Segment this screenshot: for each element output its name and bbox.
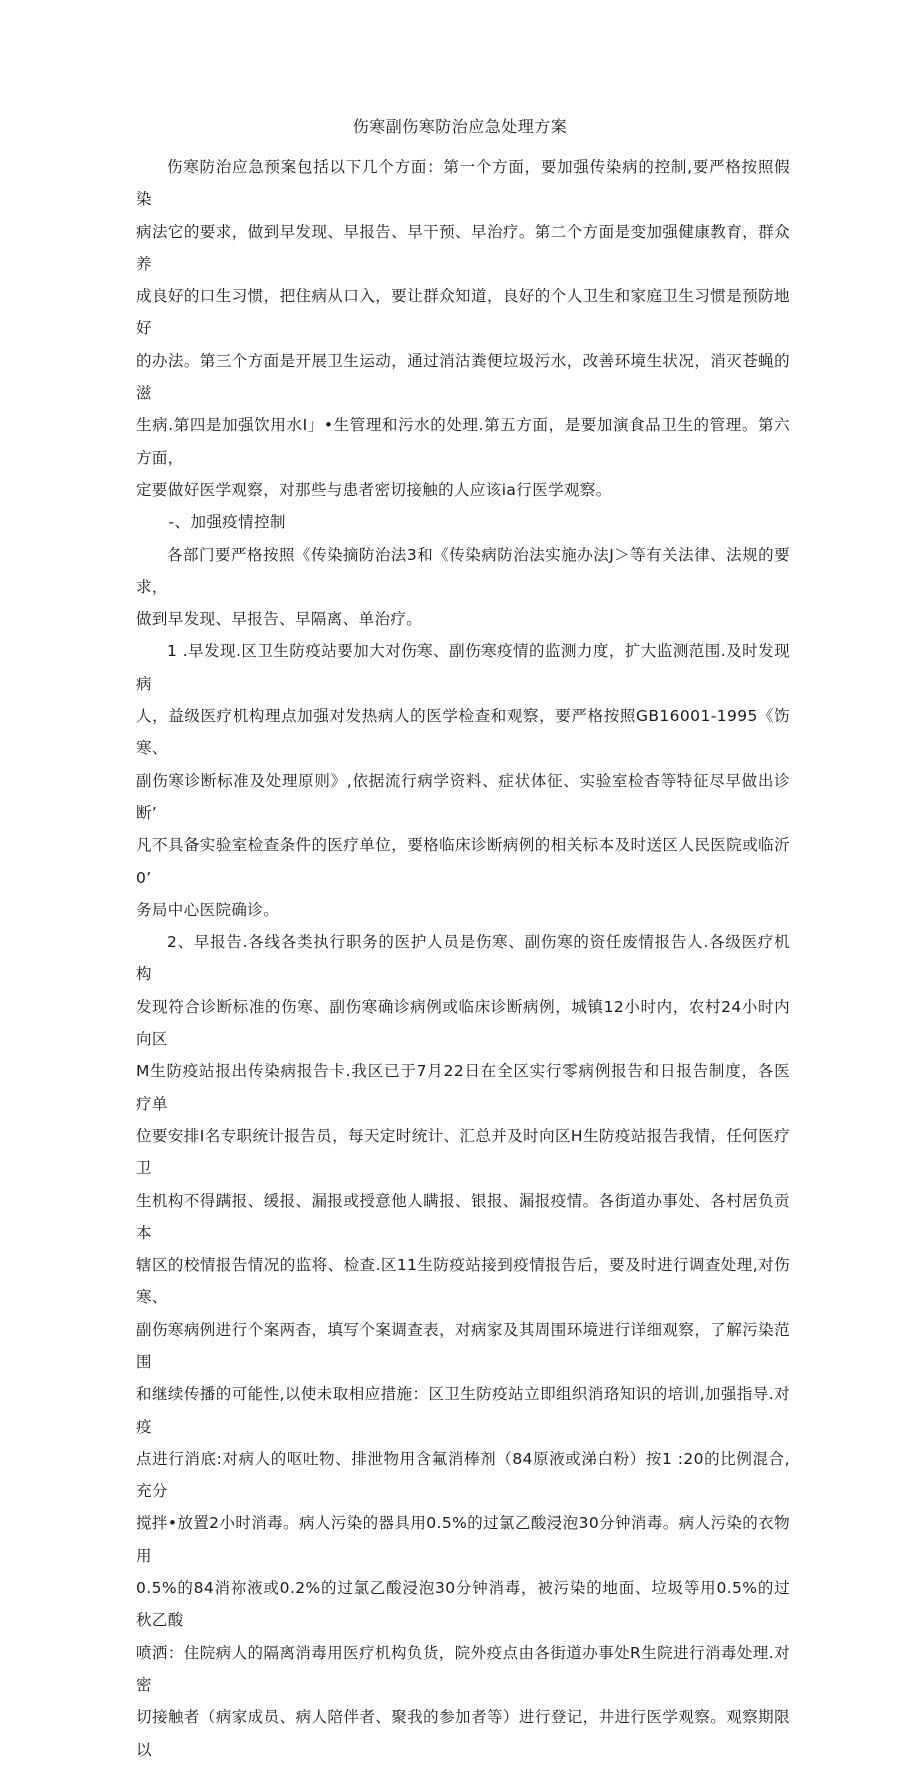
text-line: 0.5%的84消祢液或0.2%的过氯乙酸浸泡30分钟消毒，被污染的地面、垃圾等用0.5%的过秋乙酸 — [136, 1579, 790, 1630]
text-line: 人，益级医疗机构理点加强对发热病人的医学检查和观察，要严格按照GB16001-1995《饬寒、 — [136, 707, 790, 758]
text-line: 喷洒：住院病人的隔离消毒用医疗机构负货，院外疫点由各街道办事处R生院进行消毒处理.对密 — [136, 1643, 790, 1694]
text-line: 定要做好医学观察，对那些与患者密切接触的人应该ia行医学观察。 — [136, 480, 612, 499]
text-line: 生机构不得蹒报、缓报、漏报或授意他人瞒报、银报、漏报疫情。各街道办事处、各村居负贡本 — [136, 1191, 790, 1242]
text-line: 2、早报告.各线各类执行职务的医护人员是伤寒、副伤寒的资任废情报告人.各级医疗机构 — [136, 933, 790, 984]
text-line: 发现符合诊断标准的伤寒、副伤寒确诊病例或临床诊断病例，城镇12小时内，农村24小时内向区 — [136, 997, 790, 1049]
text-line: -、加强疫情控制 — [168, 513, 286, 532]
section-heading — [136, 506, 790, 538]
text-line: 生病.第四是加强饮用水I」•生管理和污水的处理.第五方面，是要加演食品卫生的管理。第六方面， — [136, 416, 790, 467]
text-line: 切接触者（病家成员、病人陪伴者、聚我的参加者等）进行登记，井进行医学观察。观察期限以 — [136, 1708, 790, 1759]
document-title: 伤寒副伤寒防治应急处理方案 — [352, 117, 568, 136]
text-line: 搅拌•放置2小时消毒。病人污染的器具用0.5%的过氯乙酸浸泡30分钟消毒。病人污染的衣物用 — [136, 1514, 790, 1565]
text-line: 务局中心医院确诊。 — [136, 900, 280, 919]
paragraph — [136, 926, 790, 1766]
text-line: M生防疫站报出传染病报告卡.我区已于7月22日在全区实行零病例报告和日报告制度，各医疗单 — [136, 1062, 790, 1113]
paragraph — [136, 539, 790, 636]
text-line: 病法它的要求，做到早发现、早报告、早干预、早治疗。第二个方面是变加强健康教育，群众养 — [136, 222, 790, 273]
text-line: 辖区的校情报告情况的监将、检查.区11生防疫站接到疫情报告后，要及时进行调查处理,对伤寒、 — [136, 1256, 790, 1307]
text-line: 凡不具备实验室检查条件的医疗单位，要格临床诊断病例的相关标本及时送区人民医院或临沂0’ — [136, 836, 790, 887]
text-line: 成良好的口生习惯，把住病从口入，要让群众知道，良好的个人卫生和家庭卫生习惯是预防地好 — [136, 287, 790, 338]
text-line: 各部门要严格按照《传染摘防治法3和《传染病防治法实施办法J＞等有关法律、法规的要求， — [136, 545, 790, 596]
paragraph — [136, 151, 790, 506]
text-line: 伤寒防治应急预案包括以下几个方面：第一个方面，要加强传染病的控制,要严格按照假染 — [136, 158, 790, 209]
document-body — [136, 151, 790, 1766]
text-line: 1 .早发现.区卫生防疫站要加大对伤寒、副伤寒疫情的监测力度，扩大监测范围.及时发现病 — [136, 642, 790, 693]
text-line: 的办法。第三个方面是开展卫生运动，通过消沽粪便垃圾污水，改善环境生状况，消灭苍蝇的滋 — [136, 351, 790, 403]
paragraph — [136, 635, 790, 926]
text-line: 和继续传播的可能性,以使未取相应措施：区卫生防疫站立即组织消珞知识的培训,加强指导.对疫 — [136, 1385, 790, 1436]
text-line: 点进行消底:对病人的呕吐物、排泄物用含氟消棒剂（84原液或涕白粉）按1 :20的比例混合,充分 — [136, 1449, 790, 1501]
text-line: 位要安排I名专职统计报告员，每天定时统计、汇总并及时向区H生防疫站报告我情，任何医疗卫 — [136, 1126, 790, 1178]
text-line: 做到早发现、早报告、早隔离、单治疗。 — [136, 610, 423, 629]
text-line: 副伤寒病例进行个案两杳，填写个案调查表，对病家及其周围环境进行详细观察，了解污染范围 — [136, 1320, 790, 1371]
text-line: 副伤寒诊断标准及处理原则》,依据流行病学资料、症状体征、实验室检杳等特征尽早做出诊断’ — [136, 771, 790, 822]
